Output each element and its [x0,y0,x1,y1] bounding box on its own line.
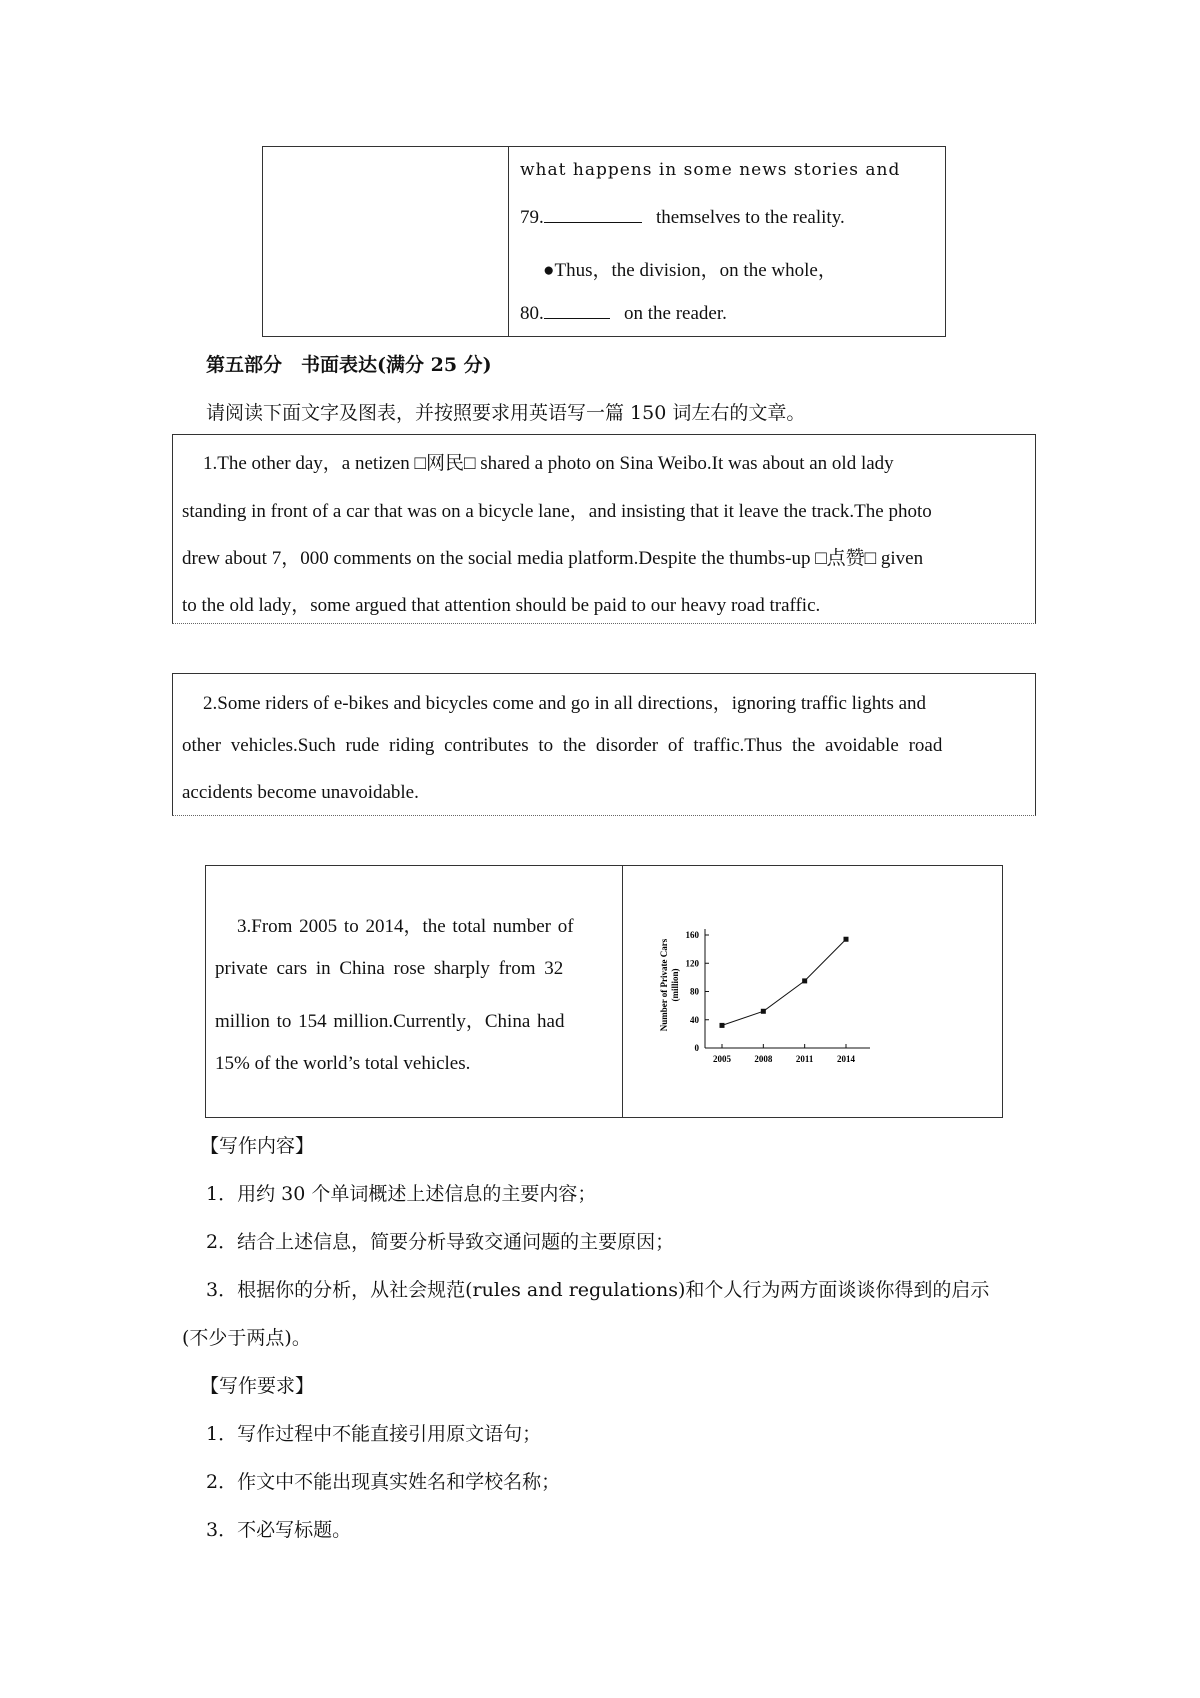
box3-divider [622,865,623,1118]
box2-line-3: accidents become unavoidable. [182,782,419,803]
box1-line-2: standing in front of a car that was on a bicycle lane，and insisting that it leave the track.The photo [182,501,932,522]
box2-line-1: 2.Some riders of e-bikes and bicycles come and go in all directions，ignoring traffic lights and [203,693,927,714]
chart-x-tick-label: 2014 [837,1054,855,1064]
blank-79 [544,221,642,223]
private-cars-line-chart [650,910,890,1070]
box1-line-4: to the old lady，some argued that attention should be paid to our heavy road traffic. [182,595,821,616]
chart-x-tick-label: 2008 [754,1054,773,1064]
writing-content-item-2: 2．结合上述信息，简要分析导致交通问题的主要原因； [206,1231,675,1253]
writing-requirements-item-1: 1．写作过程中不能直接引用原文语句； [206,1423,542,1445]
chart-x-tick-label: 2011 [795,1054,814,1064]
box3-line-1: 3.From 2005 to 2014，the total number of [237,916,574,937]
blank-80-number: 80. [520,303,544,324]
blank-80 [544,317,610,319]
chart-data-point [720,1023,725,1028]
chart-ylabel-line2: (million) [670,968,680,1002]
top-table-line-2 [520,207,845,229]
writing-requirements-heading: 【写作要求】 [200,1375,315,1397]
instruction: 请阅读下面文字及图表，并按照要求用英语写一篇 150 词左右的文章。 [206,402,806,424]
writing-requirements-item-2: 2．作文中不能出现真实姓名和学校名称； [206,1471,561,1493]
blank-79-text: themselves to the reality. [656,207,845,228]
chart-y-tick-label: 120 [685,958,699,969]
blank-79-number: 79. [520,207,544,228]
writing-content-heading: 【写作内容】 [200,1135,315,1157]
box3-line-2: private cars in China rose sharply from 32 [215,958,564,979]
chart-x-tick-label: 2005 [713,1054,731,1064]
box2-line-2: other vehicles.Such rude riding contributes to the disorder of traffic.Thus the avoidable road [182,735,943,756]
box3-line-3: million to 154 million.Currently，China had [215,1011,565,1032]
chart-y-tick-label: 0 [694,1043,699,1053]
box1-line-1: 1.The other day，a netizen □网民□ shared a photo on Sina Weibo.It was about an old lady [203,453,894,474]
box3-line-4: 15% of the world’s total vehicles. [215,1053,471,1074]
chart-y-tick-label: 80 [690,986,699,997]
chart-data-point [844,937,849,942]
top-table-divider [508,146,509,337]
writing-content-item-3-cont: (不少于两点)。 [182,1327,311,1349]
chart-data-point [761,1009,766,1014]
chart-series-line [722,939,846,1025]
top-table-line-4 [520,303,727,325]
writing-content-item-1: 1．用约 30 个单词概述上述信息的主要内容； [206,1183,597,1205]
chart-y-tick-label: 160 [685,930,699,940]
writing-requirements-item-3: 3．不必写标题。 [206,1519,352,1541]
writing-content-item-3: 3．根据你的分析，从社会规范(rules and regulations)和个人行为两方面谈谈你得到的启示 [206,1279,990,1301]
top-table-line-1: what happens in some news stories and [520,160,901,180]
chart-data-point [802,978,807,983]
chart-ylabel-line1: Number of Private Cars [659,938,669,1032]
section-title: 第五部分 书面表达(满分 25 分) [206,354,492,376]
top-table-line-3: ●Thus，the division，on the whole， [543,260,837,281]
chart-y-tick-label: 40 [690,1014,699,1025]
box1-line-3: drew about 7，000 comments on the social media platform.Despite the thumbs-up □点赞□ given [182,548,924,569]
blank-80-text: on the reader. [624,303,727,324]
